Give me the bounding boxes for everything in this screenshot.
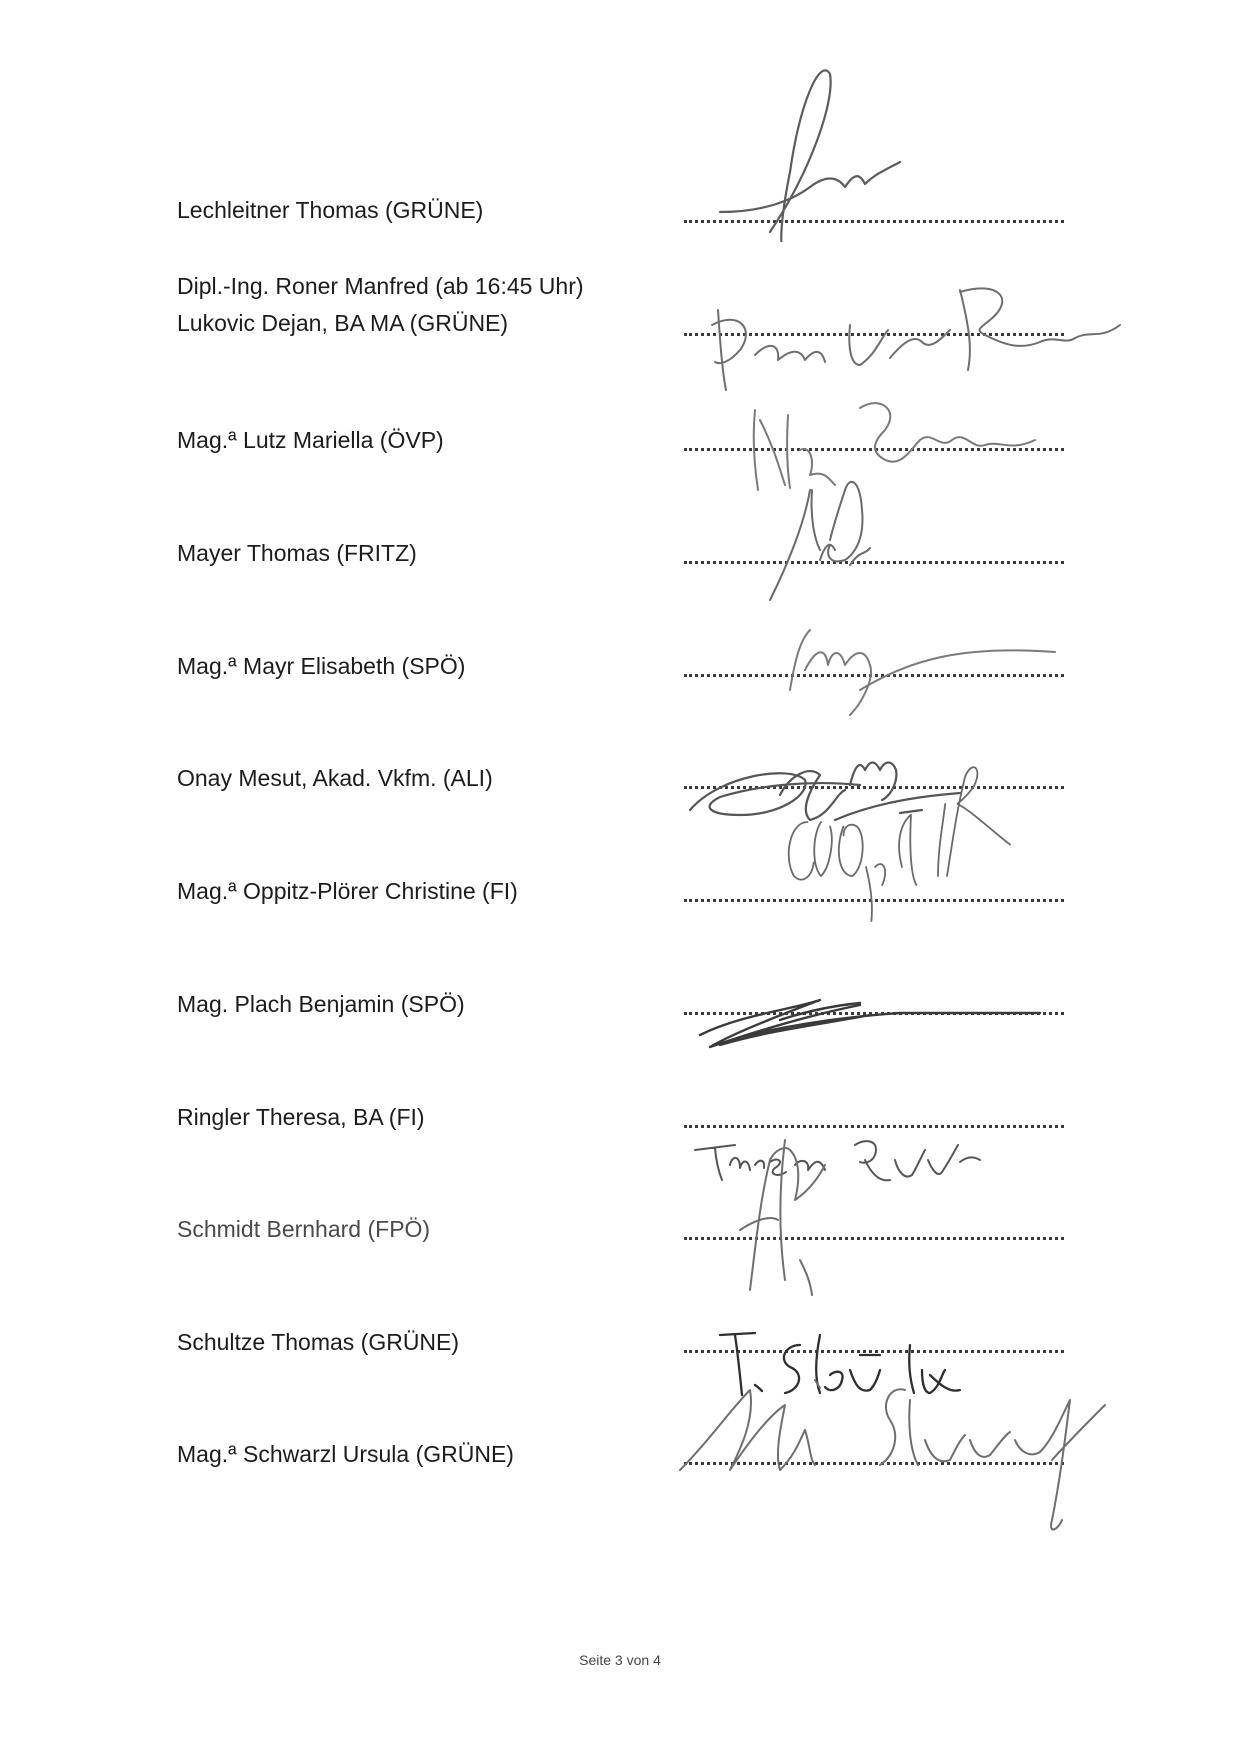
page-footer: Seite 3 von 4 <box>579 1652 661 1668</box>
signature-line <box>684 899 1064 902</box>
signatory-name <box>177 1099 425 1135</box>
signature-line <box>684 1012 1064 1015</box>
signature-oppitz-ploerer <box>660 750 1180 930</box>
signature-schultze <box>660 1270 1180 1450</box>
signature-line <box>684 1237 1064 1240</box>
signatory-name <box>177 760 493 796</box>
signature-line <box>684 1462 1064 1465</box>
signature-line <box>684 1125 1064 1128</box>
signatory-name <box>177 192 483 228</box>
signatory-name-line: Mag. Plach Benjamin (SPÖ) <box>177 991 465 1017</box>
signature-schwarzl <box>660 1360 1180 1540</box>
signature-line <box>684 561 1064 564</box>
signature-line <box>684 674 1064 677</box>
signature-onay <box>660 700 1180 880</box>
signature-schmidt <box>660 1120 1180 1300</box>
signatory-name <box>177 1324 459 1360</box>
signatory-name <box>177 873 518 909</box>
signatory-name <box>177 648 465 684</box>
signatory-name <box>177 1436 514 1472</box>
signature-mayr <box>660 580 1180 760</box>
signature-line <box>684 448 1064 451</box>
signatory-name-line: Mag.ª Mayr Elisabeth (SPÖ) <box>177 653 466 679</box>
signature-line <box>684 333 1064 336</box>
signature-lutz <box>660 355 1180 535</box>
signatory-name-line: Schmidt Bernhard (FPÖ) <box>177 1216 431 1242</box>
signatory-name-line: Mayer Thomas (FRITZ) <box>177 540 417 566</box>
signatory-name-line: Mag.ª Lutz Mariella (ÖVP) <box>177 427 444 453</box>
signature-plach <box>660 930 1180 1110</box>
signatory-name-line: Dipl.-Ing. Roner Manfred (ab 16:45 Uhr) <box>177 273 584 299</box>
signatory-name-line: Lukovic Dejan, BA MA (GRÜNE) <box>177 310 509 336</box>
signatory-name-line: Mag.ª Schwarzl Ursula (GRÜNE) <box>177 1441 514 1467</box>
signature-line <box>684 220 1064 223</box>
signature-line <box>684 1350 1064 1353</box>
signatory-name <box>177 535 417 571</box>
signatory-name-line: Schultze Thomas (GRÜNE) <box>177 1329 460 1355</box>
signatory-name <box>177 422 444 458</box>
signatory-name-line: Lechleitner Thomas (GRÜNE) <box>177 197 484 223</box>
signature-line <box>684 786 1064 789</box>
signature-lutz-mayer <box>660 450 1180 630</box>
signatory-name-line: Ringler Theresa, BA (FI) <box>177 1104 425 1130</box>
signatory-name <box>177 986 465 1022</box>
signatory-name-line: Mag.ª Oppitz-Plörer Christine (FI) <box>177 878 518 904</box>
signature-lechleitner <box>660 62 1180 242</box>
signatory-name <box>177 268 584 341</box>
signature-ringler <box>660 1065 1180 1245</box>
signatory-name <box>177 1211 430 1247</box>
signatory-name-line: Onay Mesut, Akad. Vkfm. (ALI) <box>177 765 493 791</box>
